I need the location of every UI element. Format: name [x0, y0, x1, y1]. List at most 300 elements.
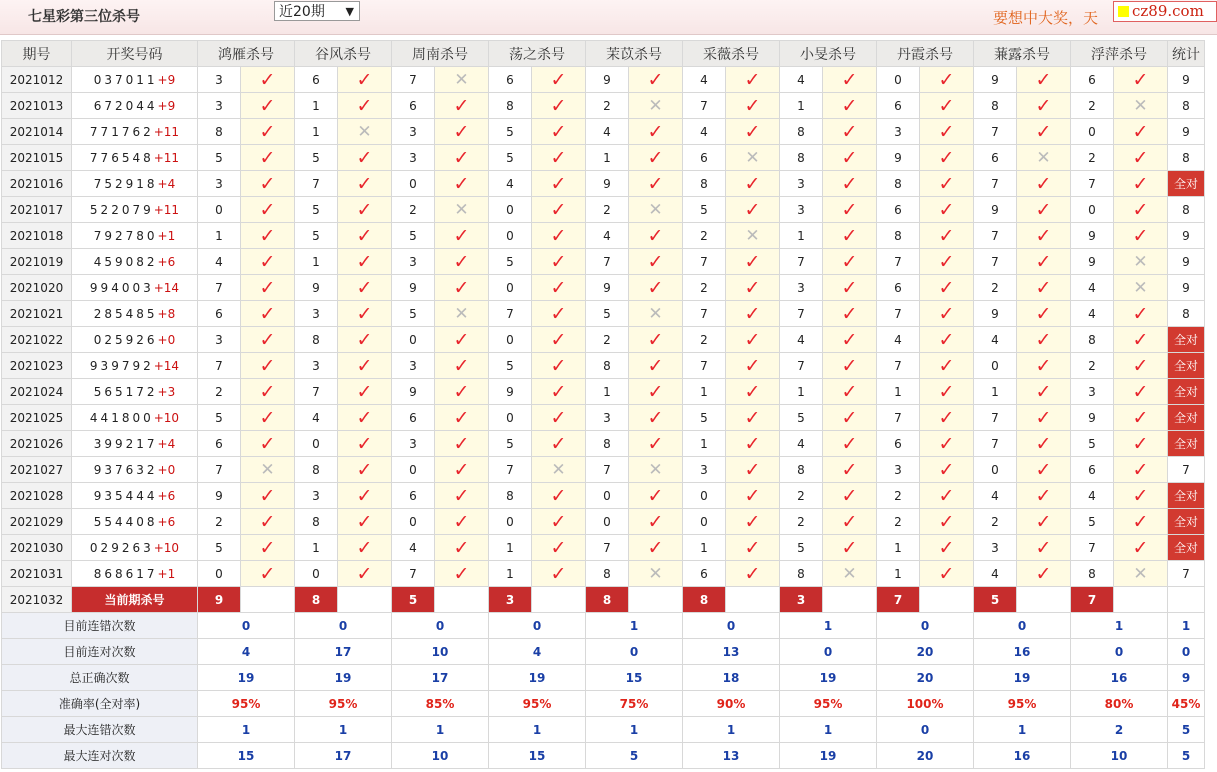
kill-number: 4	[780, 67, 823, 93]
kill-number: 8	[489, 483, 532, 509]
kill-number: 1	[780, 379, 823, 405]
result-cell	[435, 405, 489, 431]
summary-value: 19	[780, 665, 877, 691]
result-cell	[726, 171, 780, 197]
result-cell	[920, 171, 974, 197]
check-icon: ✓	[647, 172, 664, 195]
kill-number: 4	[1071, 483, 1114, 509]
row-stat: 全对	[1168, 405, 1205, 431]
kill-number: 8	[780, 457, 823, 483]
result-cell	[338, 275, 392, 301]
check-icon: ✓	[647, 68, 664, 91]
result-cell	[532, 561, 586, 587]
kill-number: 8	[586, 561, 629, 587]
draw-digits: 937632	[93, 462, 158, 477]
kill-number: 8	[877, 171, 920, 197]
kill-number: 6	[683, 561, 726, 587]
check-icon: ✓	[1035, 172, 1052, 195]
summary-value: 19	[489, 665, 586, 691]
table-row	[2, 93, 1205, 119]
result-cell	[823, 249, 877, 275]
result-cell	[1114, 327, 1168, 353]
check-icon: ✓	[841, 484, 858, 507]
kill-number: 7	[683, 353, 726, 379]
current-kill-number: 5	[392, 587, 435, 613]
check-icon: ✓	[841, 120, 858, 143]
kill-number: 4	[586, 223, 629, 249]
kill-number: 7	[974, 223, 1017, 249]
result-cell	[241, 275, 295, 301]
check-icon: ✓	[259, 302, 276, 325]
cross-icon: ✕	[357, 121, 372, 142]
kill-number: 9	[489, 379, 532, 405]
check-icon: ✓	[1132, 510, 1149, 533]
kill-number: 5	[683, 197, 726, 223]
kill-number: 9	[586, 275, 629, 301]
kill-number: 7	[392, 561, 435, 587]
kill-number: 5	[1071, 431, 1114, 457]
result-cell	[823, 67, 877, 93]
check-icon: ✓	[550, 120, 567, 143]
check-icon: ✓	[550, 172, 567, 195]
kill-number: 4	[780, 327, 823, 353]
result-cell	[532, 509, 586, 535]
result-cell	[241, 561, 295, 587]
result-cell	[629, 353, 683, 379]
kill-number: 0	[295, 431, 338, 457]
check-icon: ✓	[841, 250, 858, 273]
result-cell	[532, 275, 586, 301]
cross-icon: ✕	[260, 459, 275, 480]
table-row	[2, 145, 1205, 171]
summary-value: 16	[1071, 665, 1168, 691]
kill-number: 2	[683, 223, 726, 249]
kill-number: 4	[974, 327, 1017, 353]
result-cell	[629, 119, 683, 145]
check-icon: ✓	[259, 276, 276, 299]
kill-number: 4	[974, 483, 1017, 509]
table-row	[2, 249, 1205, 275]
result-cell	[726, 301, 780, 327]
result-cell	[629, 509, 683, 535]
current-kill-number: 8	[586, 587, 629, 613]
check-icon: ✓	[938, 198, 955, 221]
row-stat: 全对	[1168, 171, 1205, 197]
result-cell	[726, 535, 780, 561]
summary-row	[2, 691, 1205, 717]
check-icon: ✓	[453, 250, 470, 273]
result-cell	[435, 509, 489, 535]
result-cell	[823, 353, 877, 379]
result-cell	[1114, 379, 1168, 405]
draw-sum: +4	[157, 436, 176, 451]
issue-number: 2021020	[2, 275, 72, 301]
check-icon: ✓	[938, 562, 955, 585]
draw-digits: 285485	[93, 306, 158, 321]
summary-value: 1	[586, 717, 683, 743]
result-cell	[920, 145, 974, 171]
result-cell	[726, 457, 780, 483]
result-cell	[1017, 457, 1071, 483]
kill-number: 4	[198, 249, 241, 275]
kill-number: 1	[586, 145, 629, 171]
check-icon: ✓	[647, 250, 664, 273]
check-icon: ✓	[938, 510, 955, 533]
kill-number: 5	[489, 119, 532, 145]
result-cell	[823, 405, 877, 431]
empty-cell	[1168, 587, 1205, 613]
check-icon: ✓	[938, 328, 955, 351]
summary-value: 90%	[683, 691, 780, 717]
row-stat: 9	[1168, 249, 1205, 275]
check-icon: ✓	[259, 328, 276, 351]
kill-number: 6	[489, 67, 532, 93]
result-cell	[629, 197, 683, 223]
summary-value: 20	[877, 639, 974, 665]
table-row	[2, 119, 1205, 145]
check-icon: ✓	[938, 120, 955, 143]
result-cell	[629, 405, 683, 431]
kill-number: 0	[974, 457, 1017, 483]
result-cell	[629, 431, 683, 457]
summary-stat: 1	[1168, 613, 1205, 639]
kill-number: 9	[974, 197, 1017, 223]
kill-number: 5	[683, 405, 726, 431]
issue-number: 2021015	[2, 145, 72, 171]
result-cell	[726, 275, 780, 301]
kill-number: 0	[586, 483, 629, 509]
summary-row	[2, 743, 1205, 769]
draw-sum: +1	[157, 228, 176, 243]
summary-value: 1	[489, 717, 586, 743]
check-icon: ✓	[1132, 406, 1149, 429]
summary-value: 1	[780, 717, 877, 743]
check-icon: ✓	[259, 354, 276, 377]
column-header: 开奖号码	[72, 41, 198, 67]
check-icon: ✓	[1035, 250, 1052, 273]
summary-value: 1	[392, 717, 489, 743]
result-cell	[532, 301, 586, 327]
result-cell	[726, 353, 780, 379]
summary-value: 0	[1071, 639, 1168, 665]
kill-number: 4	[586, 119, 629, 145]
kill-number: 9	[1071, 223, 1114, 249]
kill-number: 7	[780, 353, 823, 379]
draw-sum: +11	[153, 124, 180, 139]
check-icon: ✓	[259, 120, 276, 143]
site-logo[interactable]	[1113, 1, 1217, 22]
check-icon: ✓	[1035, 94, 1052, 117]
result-cell	[920, 431, 974, 457]
check-icon: ✓	[1132, 172, 1149, 195]
period-select[interactable]	[274, 1, 360, 21]
result-cell	[629, 535, 683, 561]
cross-icon: ✕	[454, 303, 469, 324]
check-icon: ✓	[938, 250, 955, 273]
kill-number: 8	[1071, 327, 1114, 353]
check-icon: ✓	[744, 94, 761, 117]
kill-number: 3	[198, 93, 241, 119]
summary-value: 10	[1071, 743, 1168, 769]
check-icon: ✓	[356, 536, 373, 559]
check-icon: ✓	[453, 146, 470, 169]
result-cell	[1114, 457, 1168, 483]
summary-value: 95%	[974, 691, 1071, 717]
check-icon: ✓	[841, 302, 858, 325]
check-icon: ✓	[647, 432, 664, 455]
check-icon: ✓	[259, 224, 276, 247]
kill-number: 5	[198, 405, 241, 431]
check-icon: ✓	[356, 198, 373, 221]
row-stat: 全对	[1168, 535, 1205, 561]
summary-value: 16	[974, 743, 1071, 769]
kill-number: 3	[877, 119, 920, 145]
check-icon: ✓	[1035, 562, 1052, 585]
check-icon: ✓	[647, 380, 664, 403]
check-icon: ✓	[744, 510, 761, 533]
kill-number: 4	[392, 535, 435, 561]
check-icon: ✓	[647, 120, 664, 143]
kill-number: 3	[392, 353, 435, 379]
current-kill-label: 当前期杀号	[72, 587, 198, 613]
draw-sum: +0	[157, 332, 176, 347]
check-icon: ✓	[938, 536, 955, 559]
check-icon: ✓	[356, 68, 373, 91]
kill-number: 6	[877, 197, 920, 223]
kill-number: 0	[295, 561, 338, 587]
result-cell	[726, 145, 780, 171]
summary-value: 75%	[586, 691, 683, 717]
result-cell	[823, 561, 877, 587]
result-cell	[241, 249, 295, 275]
check-icon: ✓	[453, 380, 470, 403]
kill-number: 7	[974, 405, 1017, 431]
result-cell	[1017, 275, 1071, 301]
summary-value: 20	[877, 665, 974, 691]
draw-numbers	[72, 249, 198, 275]
summary-value: 0	[489, 613, 586, 639]
result-cell	[629, 379, 683, 405]
issue-number: 2021029	[2, 509, 72, 535]
row-stat: 9	[1168, 275, 1205, 301]
kill-number: 8	[974, 93, 1017, 119]
result-cell	[338, 223, 392, 249]
summary-label: 最大连对次数	[2, 743, 198, 769]
result-cell	[920, 379, 974, 405]
check-icon: ✓	[453, 94, 470, 117]
summary-value: 0	[586, 639, 683, 665]
cross-icon: ✕	[1036, 147, 1051, 168]
summary-value: 1	[586, 613, 683, 639]
result-cell	[338, 535, 392, 561]
result-cell	[726, 119, 780, 145]
result-cell	[241, 353, 295, 379]
kill-number: 4	[877, 327, 920, 353]
check-icon: ✓	[744, 276, 761, 299]
result-cell	[920, 249, 974, 275]
result-cell	[823, 197, 877, 223]
kill-number: 9	[586, 67, 629, 93]
check-icon: ✓	[1132, 146, 1149, 169]
summary-value: 19	[198, 665, 295, 691]
result-cell	[823, 483, 877, 509]
result-cell	[532, 405, 586, 431]
table-row	[2, 275, 1205, 301]
check-icon: ✓	[453, 328, 470, 351]
draw-numbers	[72, 223, 198, 249]
result-cell	[823, 431, 877, 457]
kill-number: 8	[586, 431, 629, 457]
check-icon: ✓	[259, 406, 276, 429]
result-cell	[241, 197, 295, 223]
check-icon: ✓	[1035, 484, 1052, 507]
kill-number: 6	[392, 483, 435, 509]
check-icon: ✓	[841, 328, 858, 351]
check-icon: ✓	[259, 562, 276, 585]
kill-number: 9	[392, 379, 435, 405]
result-cell	[435, 171, 489, 197]
row-stat: 9	[1168, 223, 1205, 249]
check-icon: ✓	[1132, 198, 1149, 221]
kill-number: 3	[974, 535, 1017, 561]
kill-number: 6	[392, 405, 435, 431]
result-cell	[1017, 535, 1071, 561]
kill-number: 1	[877, 379, 920, 405]
check-icon: ✓	[938, 458, 955, 481]
check-icon: ✓	[550, 380, 567, 403]
kill-number: 1	[780, 223, 823, 249]
kill-number: 3	[392, 431, 435, 457]
result-cell	[532, 431, 586, 457]
kill-number: 0	[489, 197, 532, 223]
summary-value: 13	[683, 743, 780, 769]
summary-stat: 9	[1168, 665, 1205, 691]
kill-number: 7	[198, 457, 241, 483]
result-cell	[435, 67, 489, 93]
current-kill-number: 5	[974, 587, 1017, 613]
row-stat: 8	[1168, 145, 1205, 171]
check-icon: ✓	[1132, 302, 1149, 325]
empty-cell	[1114, 587, 1168, 613]
summary-value: 19	[974, 665, 1071, 691]
cross-icon: ✕	[648, 459, 663, 480]
kill-number: 3	[780, 275, 823, 301]
check-icon: ✓	[647, 146, 664, 169]
kill-number: 4	[974, 561, 1017, 587]
check-icon: ✓	[647, 406, 664, 429]
check-icon: ✓	[356, 276, 373, 299]
row-stat: 7	[1168, 457, 1205, 483]
summary-label: 目前连错次数	[2, 613, 198, 639]
current-kill-number: 3	[780, 587, 823, 613]
result-cell	[920, 67, 974, 93]
summary-value: 5	[586, 743, 683, 769]
check-icon: ✓	[938, 146, 955, 169]
kill-number: 7	[974, 431, 1017, 457]
result-cell	[241, 483, 295, 509]
result-cell	[629, 561, 683, 587]
check-icon: ✓	[841, 510, 858, 533]
kill-number: 1	[489, 561, 532, 587]
result-cell	[241, 379, 295, 405]
check-icon: ✓	[1132, 328, 1149, 351]
result-cell	[629, 327, 683, 353]
check-icon: ✓	[550, 198, 567, 221]
draw-numbers	[72, 197, 198, 223]
check-icon: ✓	[550, 562, 567, 585]
chevron-down-icon: ▼	[345, 5, 354, 18]
check-icon: ✓	[550, 250, 567, 273]
kill-number: 0	[392, 457, 435, 483]
kill-number: 9	[295, 275, 338, 301]
summary-value: 4	[198, 639, 295, 665]
check-icon: ✓	[453, 354, 470, 377]
kill-number: 6	[974, 145, 1017, 171]
check-icon: ✓	[744, 484, 761, 507]
table-row	[2, 171, 1205, 197]
check-icon: ✓	[744, 172, 761, 195]
summary-value: 1	[683, 717, 780, 743]
row-stat: 全对	[1168, 483, 1205, 509]
summary-row	[2, 665, 1205, 691]
issue-number: 2021031	[2, 561, 72, 587]
table-row	[2, 431, 1205, 457]
summary-value: 85%	[392, 691, 489, 717]
kill-number: 0	[489, 275, 532, 301]
result-cell	[726, 431, 780, 457]
check-icon: ✓	[938, 68, 955, 91]
check-icon: ✓	[453, 276, 470, 299]
draw-digits: 037011	[93, 72, 158, 87]
kill-number: 1	[295, 119, 338, 145]
check-icon: ✓	[1132, 224, 1149, 247]
kill-number: 3	[1071, 379, 1114, 405]
check-icon: ✓	[841, 354, 858, 377]
draw-sum: +9	[157, 72, 176, 87]
check-icon: ✓	[356, 484, 373, 507]
draw-digits: 672044	[93, 98, 158, 113]
check-icon: ✓	[1035, 354, 1052, 377]
check-icon: ✓	[453, 536, 470, 559]
summary-value: 1	[1071, 613, 1168, 639]
result-cell	[726, 561, 780, 587]
check-icon: ✓	[841, 224, 858, 247]
result-cell	[1114, 119, 1168, 145]
result-cell	[726, 483, 780, 509]
check-icon: ✓	[356, 146, 373, 169]
kill-number: 6	[1071, 457, 1114, 483]
kill-number: 6	[295, 67, 338, 93]
kill-number: 5	[780, 535, 823, 561]
check-icon: ✓	[1132, 120, 1149, 143]
row-stat: 7	[1168, 561, 1205, 587]
check-icon: ✓	[259, 172, 276, 195]
result-cell	[1114, 405, 1168, 431]
result-cell	[1017, 119, 1071, 145]
check-icon: ✓	[1035, 302, 1052, 325]
page-title: 七星彩第三位杀号	[28, 9, 140, 25]
result-cell	[435, 561, 489, 587]
result-cell	[435, 93, 489, 119]
current-kill-number: 7	[1071, 587, 1114, 613]
kill-number: 8	[586, 353, 629, 379]
kill-number: 3	[683, 457, 726, 483]
result-cell	[726, 223, 780, 249]
kill-number: 3	[295, 353, 338, 379]
row-stat: 全对	[1168, 509, 1205, 535]
row-stat: 8	[1168, 93, 1205, 119]
result-cell	[1017, 561, 1071, 587]
